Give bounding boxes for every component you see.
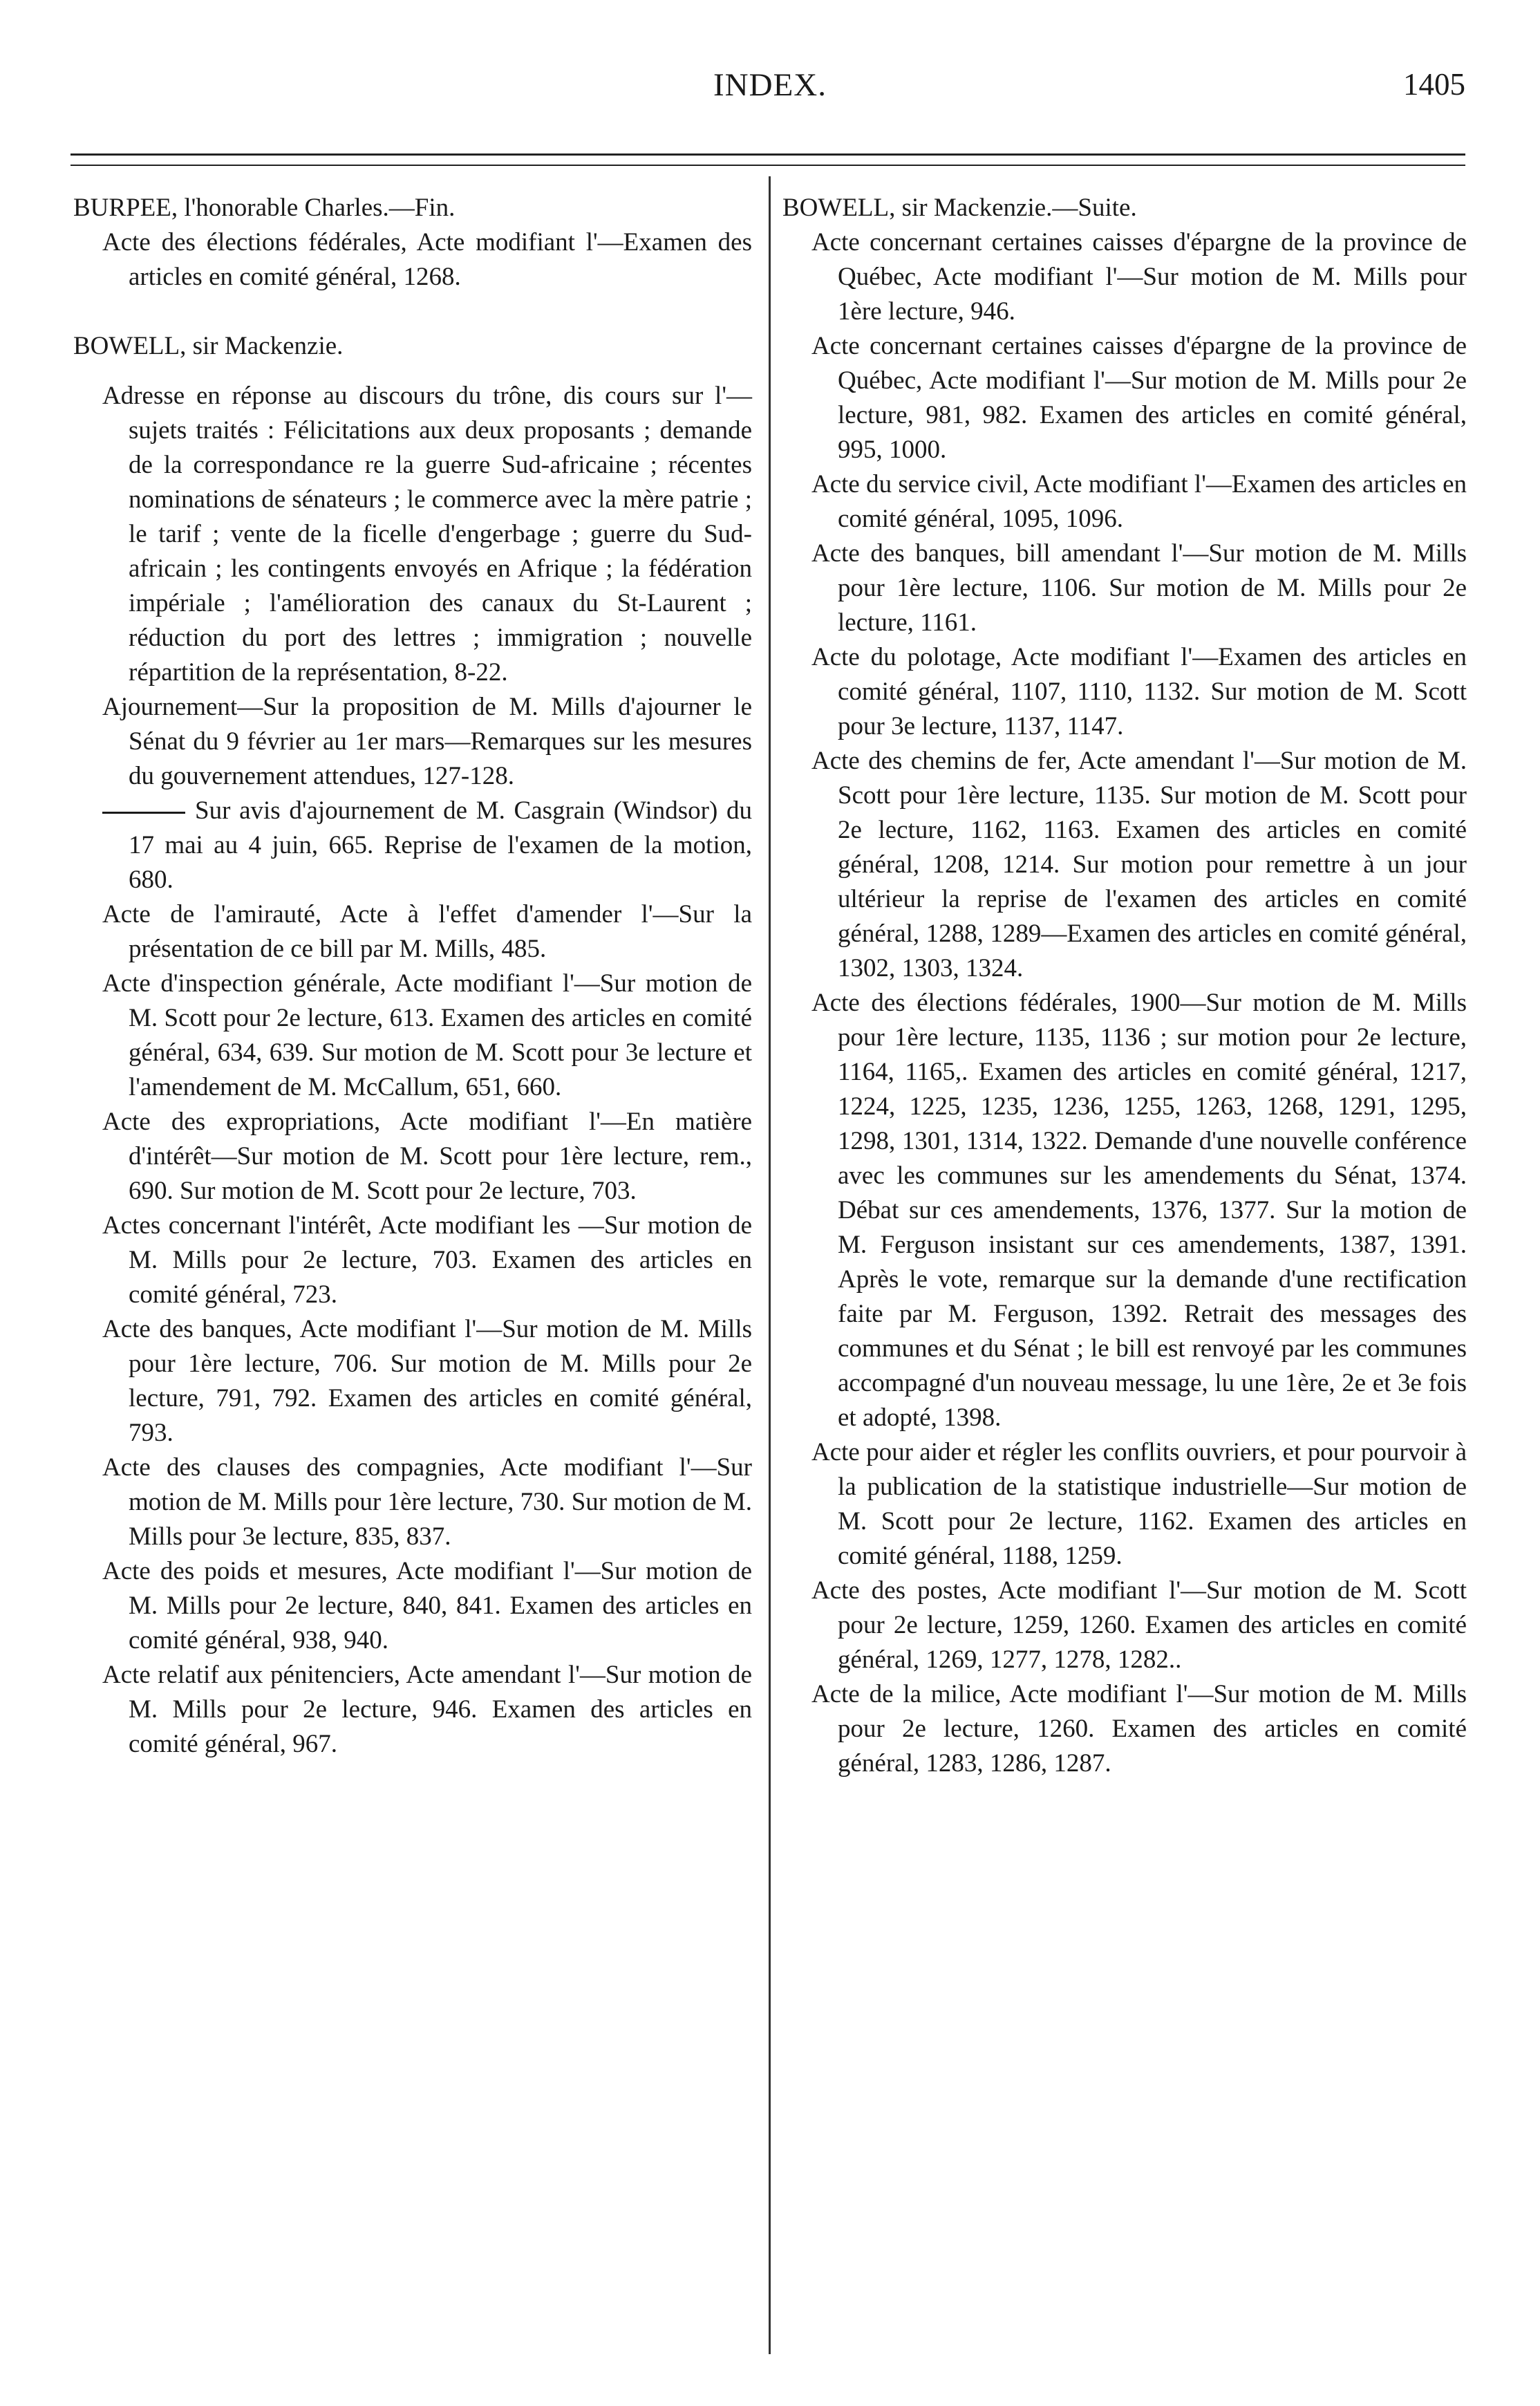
index-entry: Acte du service civil, Acte modifiant l'—Examen des articles en comité général, 1095, 1096.: [811, 470, 1467, 533]
index-entry-continuation: [73, 794, 752, 897]
index-entry: Acte des chemins de fer, Acte amendant l'—Sur motion de M. Scott pour 1ère lecture, 1135. Sur motion de M. Scott pour 2e lecture, 1162, 1163. Examen des articles en comité général, 1208, 1214. Sur motion pour remettre à un jour ultérieur la reprise de l'examen des articles en comité général, 1288, 1289—Examen des articles en comité général, 1302, 1303, 1324.: [811, 747, 1467, 982]
index-entry: Acte des postes, Acte modifiant l'—Sur motion de M. Scott pour 2e lecture, 1259, 1260. Examen des articles en comité général, 1269, 1277, 1278, 1282..: [811, 1576, 1467, 1674]
section-gap: [73, 295, 752, 329]
index-entry: Acte concernant certaines caisses d'épargne de la province de Québec, Acte modifiant l'—Sur motion de M. Mills pour 2e lecture, 981, 982. Examen des articles en comité général, 995, 1000.: [811, 332, 1467, 464]
index-heading-burpee: BURPEE, l'honorable Charles.—Fin.: [73, 194, 456, 222]
index-heading-bowell-suite: BOWELL, sir Mackenzie.—Suite.: [782, 194, 1137, 222]
index-entry: Acte des banques, Acte modifiant l'—Sur motion de M. Mills pour 1ère lecture, 706. Sur motion de M. Mills pour 2e lecture, 791, 792. Examen des articles en comité général, 793.: [102, 1315, 752, 1447]
index-entry: Ajournement—Sur la proposition de M. Mills d'ajourner le Sénat du 9 février au 1er mars—Remarques sur les mesures du gouvernement attendues, 127-128.: [102, 693, 752, 790]
index-entry: Acte des clauses des compagnies, Acte modifiant l'—Sur motion de M. Mills pour 1ère lecture, 730. Sur motion de M. Mills pour 3e lecture, 835, 837.: [102, 1453, 752, 1551]
index-entry: Acte des poids et mesures, Acte modifiant l'—Sur motion de M. Mills pour 2e lecture, 840, 841. Examen des articles en comité général, 938, 940.: [102, 1557, 752, 1654]
index-heading-bowell: BOWELL, sir Mackenzie.: [73, 332, 344, 360]
index-entry: Acte des banques, bill amendant l'—Sur motion de M. Mills pour 1ère lecture, 1106. Sur motion de M. Mills pour 2e lecture, 1161.: [811, 539, 1467, 637]
page-number: 1405: [1403, 67, 1465, 102]
ditto-rule: [102, 812, 185, 814]
index-entry: Acte d'inspection générale, Acte modifiant l'—Sur motion de M. Scott pour 2e lecture, 613. Examen des articles en comité général, 634, 639. Sur motion de M. Scott pour 3e lecture et l'amendement de M. McCallum, 651, 660.: [102, 969, 752, 1101]
index-entry: Acte de l'amirauté, Acte à l'effet d'amender l'—Sur la présentation de ce bill par M. Mills, 485.: [102, 900, 752, 963]
index-entry: Adresse en réponse au discours du trône, dis cours sur l'—sujets traités : Félicitations aux deux proposants ; demande de la correspondance re la guerre Sud-africaine ; récentes nominations de sénateurs ; le commerce avec la mère patrie ; le tarif ; vente de la ficelle d'engerbage ; guerre du Sud-africain ; les contingents envoyés en Afrique ; la fédération impériale ; l'amélioration des canaux du St-Laurent ; réduction du port des lettres ; immigration ; nouvelle répartition de la représentation, 8-22.: [102, 382, 753, 687]
index-entry: Acte de la milice, Acte modifiant l'—Sur motion de M. Mills pour 2e lecture, 1260. Examen des articles en comité général, 1283, 1286, 1287.: [811, 1680, 1467, 1778]
index-entry: Acte des élections fédérales, 1900—Sur motion de M. Mills pour 1ère lecture, 1135, 1136 ; sur motion pour 2e lecture, 1164, 1165,. Examen des articles en comité général, 1217, 1224, 1225, 1235, 1236, 1255, 1263, 1268, 1291, 1295, 1298, 1301, 1314, 1322. Demande d'une nouvelle conférence avec les communes sur les amendements du Sénat, 1374. Débat sur ces amendements, 1376, 1377. Sur la motion de M. Ferguson insistant sur ces amendements, 1387, 1391. Après le vote, remarque sur la demande d'une rectification faite par M. Ferguson, 1392. Retrait des messages des communes et du Sénat ; le bill est renvoyé par les communes accompagné d'un nouveau message, lu une 1ère, 2e et 3e fois et adopté, 1398.: [811, 989, 1467, 1432]
page-title: INDEX.: [713, 67, 827, 103]
page-header: [0, 66, 1540, 115]
header-rule-secondary: [71, 165, 1465, 166]
index-entry: Actes concernant l'intérêt, Acte modifiant les —Sur motion de M. Mills pour 2e lecture, 703. Examen des articles en comité général, 723.: [102, 1211, 752, 1309]
index-entry: Acte du polotage, Acte modifiant l'—Examen des articles en comité général, 1107, 1110, 1132. Sur motion de M. Scott pour 3e lecture, 1137, 1147.: [811, 643, 1467, 740]
header-rule: [71, 153, 1465, 156]
index-entry: Acte concernant certaines caisses d'épargne de la province de Québec, Acte modifiant l'—Sur motion de M. Mills pour 1ère lecture, 946.: [811, 228, 1467, 326]
index-entry: Acte des expropriations, Acte modifiant l'—En matière d'intérêt—Sur motion de M. Scott pour 1ère lecture, rem., 690. Sur motion de M. Scott pour 2e lecture, 703.: [102, 1108, 752, 1205]
index-entry-text: Sur avis d'ajournement de M. Casgrain (Windsor) du 17 mai au 4 juin, 665. Reprise de l'examen de la motion, 680.: [129, 796, 752, 894]
section-gap: [73, 364, 752, 379]
column-divider: [769, 176, 771, 2354]
index-entry: Acte pour aider et régler les conflits ouvriers, et pour pourvoir à la publication de la statistique industrielle—Sur motion de M. Scott pour 2e lecture, 1162. Examen des articles en comité général, 1188, 1259.: [811, 1438, 1467, 1570]
index-entry: Acte des élections fédérales, Acte modifiant l'—Examen des articles en comité général, 1268.: [102, 228, 752, 291]
right-column: [782, 191, 1467, 1781]
left-column: [73, 191, 752, 1762]
index-entry: Acte relatif aux pénitenciers, Acte amendant l'—Sur motion de M. Mills pour 2e lecture, 946. Examen des articles en comité général, 967.: [102, 1661, 752, 1758]
